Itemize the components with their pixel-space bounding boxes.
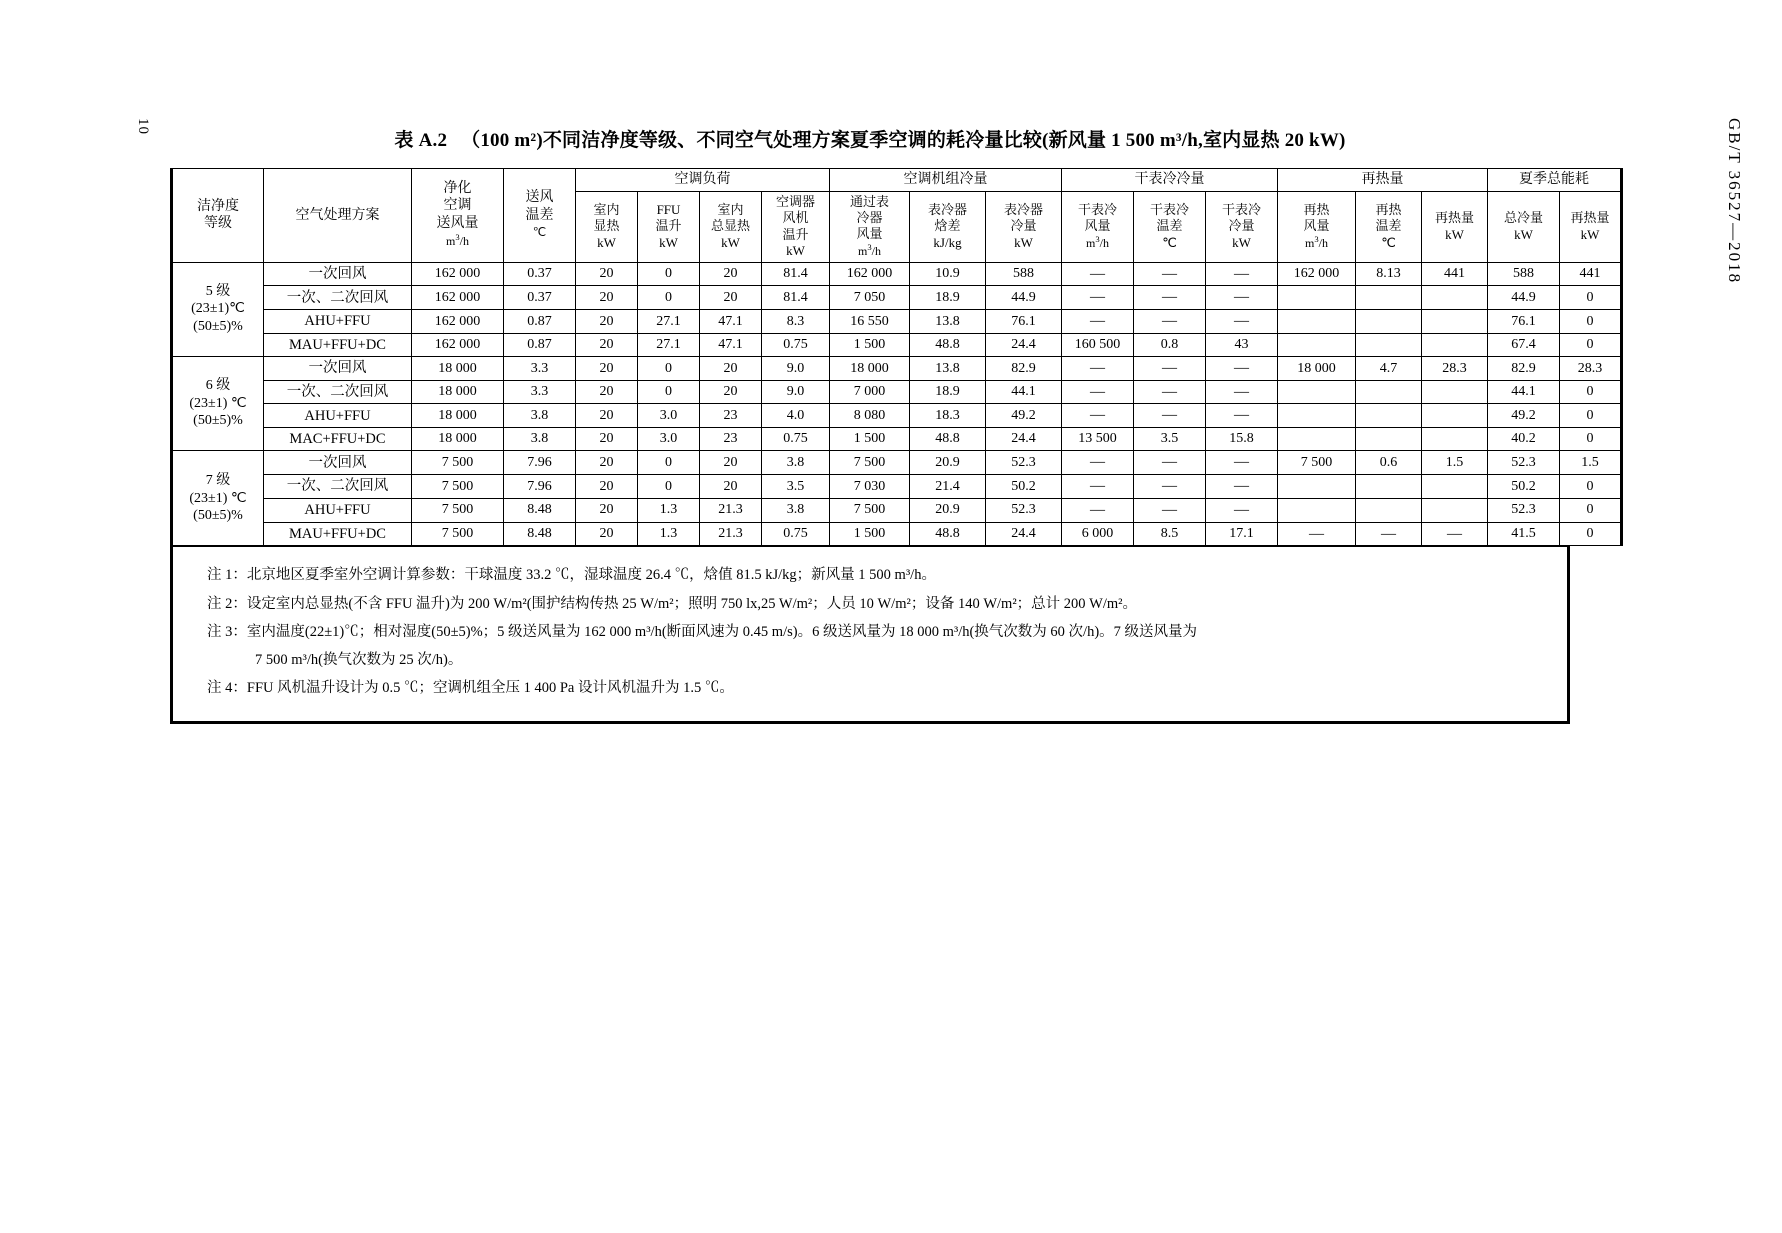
cell: 0 <box>638 451 700 475</box>
cell: 0 <box>1560 475 1622 499</box>
cell: 162 000 <box>412 333 504 356</box>
cell: — <box>1134 404 1206 428</box>
cell: 76.1 <box>986 310 1062 334</box>
table-row <box>172 310 1622 334</box>
cell: 0 <box>1560 428 1622 451</box>
cell: 3.0 <box>638 428 700 451</box>
cell: 441 <box>1422 262 1488 286</box>
table-row <box>172 498 1622 522</box>
cell: 24.4 <box>986 522 1062 546</box>
cell: 0 <box>1560 310 1622 334</box>
header-dry-cooling: 干表冷冷量 <box>1062 169 1278 192</box>
document-content <box>170 125 1610 724</box>
cell: 8.48 <box>504 498 576 522</box>
cell: — <box>1422 522 1488 546</box>
cell: 441 <box>1560 262 1622 286</box>
group-label-line: (50±5)% <box>193 318 243 334</box>
cell: 18 000 <box>830 356 910 380</box>
subheader-dry-coil-cooling: 干表冷 冷量 kW <box>1206 191 1278 262</box>
standard-code: GB/T 36527—2018 <box>1725 118 1744 285</box>
cell: 21.4 <box>910 475 986 499</box>
cell: 3.5 <box>762 475 830 499</box>
group-label-line: (50±5)% <box>193 508 243 523</box>
cell: 49.2 <box>986 404 1062 428</box>
cell: 8.48 <box>504 522 576 546</box>
cell: 18 000 <box>412 404 504 428</box>
table-row <box>172 262 1622 286</box>
cell: 1.3 <box>638 522 700 546</box>
row-group-label-7 <box>172 451 264 546</box>
scheme-cell: MAU+FFU+DC <box>264 522 412 546</box>
cell: 1 500 <box>830 333 910 356</box>
cell: — <box>1062 380 1134 404</box>
scheme-cell: AHU+FFU <box>264 498 412 522</box>
cell: 13.8 <box>910 356 986 380</box>
cell: 28.3 <box>1422 356 1488 380</box>
table-row <box>172 522 1622 546</box>
cell <box>1356 310 1422 334</box>
cell: 10.9 <box>910 262 986 286</box>
cell <box>1356 380 1422 404</box>
cell: 162 000 <box>412 310 504 334</box>
cell: — <box>1134 475 1206 499</box>
cell: 0 <box>638 286 700 310</box>
cell: 43 <box>1206 333 1278 356</box>
cell: 3.3 <box>504 356 576 380</box>
cell: 21.3 <box>700 498 762 522</box>
cell: 0.75 <box>762 522 830 546</box>
table-row <box>172 286 1622 310</box>
cell <box>1356 333 1422 356</box>
cell <box>1356 286 1422 310</box>
cell <box>1422 428 1488 451</box>
cell: 0 <box>1560 404 1622 428</box>
cell: 23 <box>700 404 762 428</box>
cell: 0 <box>1560 286 1622 310</box>
subheader-coil-enthalpy-diff: 表冷器 焓差 kJ/kg <box>910 191 986 262</box>
cell: 20 <box>576 286 638 310</box>
note-3-continued: 7 500 m³/h(换气次数为 25 次/h)。 <box>255 652 463 669</box>
cell: 18 000 <box>412 380 504 404</box>
cell: 3.8 <box>762 451 830 475</box>
cell: 7 500 <box>412 475 504 499</box>
cell <box>1356 428 1422 451</box>
cell: 162 000 <box>1278 262 1356 286</box>
scheme-cell: AHU+FFU <box>264 310 412 334</box>
cell: 0.75 <box>762 428 830 451</box>
cell: 9.0 <box>762 356 830 380</box>
scheme-cell: 一次回风 <box>264 262 412 286</box>
table-row <box>172 475 1622 499</box>
cell: 0 <box>638 475 700 499</box>
cell: 588 <box>986 262 1062 286</box>
cell: 44.9 <box>1488 286 1560 310</box>
cell: 0.37 <box>504 286 576 310</box>
cell: — <box>1134 498 1206 522</box>
group-label-line: 6 级 <box>205 378 231 394</box>
cell: 81.4 <box>762 262 830 286</box>
subheader-reheat-amount: 再热量 kW <box>1422 191 1488 262</box>
cell: 48.8 <box>910 333 986 356</box>
cell <box>1278 286 1356 310</box>
header-clean-class: 洁净度 等级 <box>172 169 264 263</box>
cell <box>1422 475 1488 499</box>
group-label-line: (23±1) ℃ <box>189 395 247 411</box>
cell: 8.3 <box>762 310 830 334</box>
table-body <box>172 262 1622 546</box>
cell: 0 <box>1560 333 1622 356</box>
cell: 18 000 <box>412 356 504 380</box>
cell: 7 500 <box>1278 451 1356 475</box>
note-3: 注 3：室内温度(22±1)℃；相对湿度(50±5)%；5 级送风量为 162 000 m³/h(断面风速为 0.45 m/s)。6 级送风量为 18 000 m³/h(换气次数为 60 次/h)。7 级送风量为 <box>207 623 1198 640</box>
cell: 18.9 <box>910 380 986 404</box>
subheader-coil-airflow: 通过表 冷器 风量 $m^3/h$ <box>830 191 910 262</box>
cell: 0 <box>1560 380 1622 404</box>
cell: — <box>1206 451 1278 475</box>
cell: 27.1 <box>638 310 700 334</box>
group-label-line: 7 级 <box>205 473 231 488</box>
header-ac-load: 空调负荷 <box>576 169 830 192</box>
cell: — <box>1062 286 1134 310</box>
table-row <box>172 380 1622 404</box>
cell: — <box>1206 310 1278 334</box>
subheader-coil-cooling: 表冷器 冷量 kW <box>986 191 1062 262</box>
cell: — <box>1062 498 1134 522</box>
cell: 0.6 <box>1356 451 1422 475</box>
scheme-cell: 一次、二次回风 <box>264 475 412 499</box>
header-purified-airflow: 净化 空调 送风量 $m^3/h$ <box>412 169 504 263</box>
cell: 588 <box>1488 262 1560 286</box>
cell: 162 000 <box>412 286 504 310</box>
cell: 40.2 <box>1488 428 1560 451</box>
cell <box>1278 475 1356 499</box>
cell: 0 <box>638 380 700 404</box>
cell: 20 <box>576 522 638 546</box>
cell: 16 550 <box>830 310 910 334</box>
cell: 1.5 <box>1422 451 1488 475</box>
cell: 17.1 <box>1206 522 1278 546</box>
cell: — <box>1206 356 1278 380</box>
cell: 20 <box>700 262 762 286</box>
cell: 24.4 <box>986 428 1062 451</box>
cell: 20 <box>700 380 762 404</box>
cell: 3.0 <box>638 404 700 428</box>
cell: 7 500 <box>412 451 504 475</box>
cell: — <box>1134 286 1206 310</box>
cell: 15.8 <box>1206 428 1278 451</box>
cell: 7 500 <box>830 498 910 522</box>
cell: 20 <box>576 380 638 404</box>
cell <box>1356 498 1422 522</box>
cell: — <box>1206 404 1278 428</box>
cell: 1.3 <box>638 498 700 522</box>
cell: — <box>1206 475 1278 499</box>
group-label-line: (50±5)% <box>193 413 243 429</box>
cell: 20.9 <box>910 498 986 522</box>
scheme-cell: 一次、二次回风 <box>264 286 412 310</box>
cell: 24.4 <box>986 333 1062 356</box>
subheader-total-cooling: 总冷量 kW <box>1488 191 1560 262</box>
cell: — <box>1062 404 1134 428</box>
note-2: 注 2：设定室内总显热(不含 FFU 温升)为 200 W/m²(围护结构传热 25 W/m²；照明 750 lx,25 W/m²；人员 10 W/m²；设备 140 W/m²；总计 200 W/m²。 <box>207 595 1138 612</box>
cell: 20 <box>576 451 638 475</box>
cell: 81.4 <box>762 286 830 310</box>
table-row <box>172 356 1622 380</box>
subheader-reheat-temp-diff: 再热 温差 ℃ <box>1356 191 1422 262</box>
cell <box>1422 286 1488 310</box>
cell <box>1422 404 1488 428</box>
cell <box>1422 380 1488 404</box>
cell: 20 <box>576 428 638 451</box>
cell: 20 <box>700 356 762 380</box>
cell: 52.3 <box>986 498 1062 522</box>
cell: 7 030 <box>830 475 910 499</box>
cell: 20 <box>576 310 638 334</box>
cell: 82.9 <box>986 356 1062 380</box>
cell: 0 <box>638 262 700 286</box>
cell: 8.5 <box>1134 522 1206 546</box>
cell <box>1278 498 1356 522</box>
cell: 3.8 <box>504 404 576 428</box>
cell: 20 <box>700 286 762 310</box>
cell: 7 050 <box>830 286 910 310</box>
cell: 21.3 <box>700 522 762 546</box>
cell <box>1278 428 1356 451</box>
cell: — <box>1278 522 1356 546</box>
subheader-ac-fan-temp-rise: 空调器 风机 温升 kW <box>762 191 830 262</box>
note-4: 注 4：FFU 风机温升设计为 0.5 ℃；空调机组全压 1 400 Pa 设计风机温升为 1.5 ℃。 <box>207 680 734 697</box>
cell: — <box>1206 262 1278 286</box>
scheme-cell: 一次回风 <box>264 356 412 380</box>
cell: 0.75 <box>762 333 830 356</box>
cell <box>1278 333 1356 356</box>
cell: 7.96 <box>504 451 576 475</box>
cell: 13.8 <box>910 310 986 334</box>
cell <box>1278 380 1356 404</box>
cell: 4.7 <box>1356 356 1422 380</box>
subheader-indoor-sensible: 室内 显热 kW <box>576 191 638 262</box>
cell: 0.87 <box>504 310 576 334</box>
cell: 52.3 <box>1488 451 1560 475</box>
cell: 7 000 <box>830 380 910 404</box>
cell: 7 500 <box>830 451 910 475</box>
cell: — <box>1062 310 1134 334</box>
cell: — <box>1062 475 1134 499</box>
page-number: 10 <box>135 118 151 135</box>
cell: 162 000 <box>412 262 504 286</box>
cell: 50.2 <box>986 475 1062 499</box>
header-summer-total: 夏季总能耗 <box>1488 169 1622 192</box>
cell: 1 500 <box>830 428 910 451</box>
cell: 0 <box>638 356 700 380</box>
cell: 1 500 <box>830 522 910 546</box>
scheme-cell: MAC+FFU+DC <box>264 428 412 451</box>
cell: — <box>1134 356 1206 380</box>
cell: 20 <box>576 475 638 499</box>
cell <box>1422 333 1488 356</box>
scheme-cell: AHU+FFU <box>264 404 412 428</box>
cell: 20 <box>700 451 762 475</box>
cell <box>1278 310 1356 334</box>
table-caption-text: （100 m²)不同洁净度等级、不同空气处理方案夏季空调的耗冷量比较(新风量 1 500 m³/h,室内显热 20 kW) <box>461 130 1346 151</box>
cell: 7 500 <box>412 498 504 522</box>
cell: 52.3 <box>1488 498 1560 522</box>
subheader-reheat-airflow: 再热 风量 $m^3/h$ <box>1278 191 1356 262</box>
table-row <box>172 333 1622 356</box>
cell: 160 500 <box>1062 333 1134 356</box>
cell: 18 000 <box>412 428 504 451</box>
row-group-label-6 <box>172 356 264 450</box>
cell: 8.13 <box>1356 262 1422 286</box>
cell: 20 <box>576 262 638 286</box>
subheader-indoor-total-sensible: 室内 总显热 kW <box>700 191 762 262</box>
row-group-label-5 <box>172 262 264 356</box>
table-row <box>172 428 1622 451</box>
cell <box>1278 404 1356 428</box>
cell: 82.9 <box>1488 356 1560 380</box>
cell: — <box>1206 380 1278 404</box>
cell <box>1356 404 1422 428</box>
cell: — <box>1062 356 1134 380</box>
cell: 48.8 <box>910 428 986 451</box>
cell: 44.1 <box>986 380 1062 404</box>
cell: 162 000 <box>830 262 910 286</box>
cell: 18.3 <box>910 404 986 428</box>
cell: — <box>1356 522 1422 546</box>
header-reheat: 再热量 <box>1278 169 1488 192</box>
cell: 20.9 <box>910 451 986 475</box>
table-row <box>172 404 1622 428</box>
cell: — <box>1134 310 1206 334</box>
header-ahu-cooling: 空调机组冷量 <box>830 169 1062 192</box>
cell: 3.3 <box>504 380 576 404</box>
cell: 3.5 <box>1134 428 1206 451</box>
cell <box>1422 498 1488 522</box>
cell: 47.1 <box>700 310 762 334</box>
cell: 49.2 <box>1488 404 1560 428</box>
group-label-line: (23±1)℃ <box>191 301 245 317</box>
scheme-cell: MAU+FFU+DC <box>264 333 412 356</box>
comparison-table <box>170 168 1623 546</box>
cell: 8 080 <box>830 404 910 428</box>
cell: 41.5 <box>1488 522 1560 546</box>
cell: 7 500 <box>412 522 504 546</box>
cell: 6 000 <box>1062 522 1134 546</box>
cell: 23 <box>700 428 762 451</box>
subheader-dry-coil-temp-diff: 干表冷 温差 ℃ <box>1134 191 1206 262</box>
cell: 1.5 <box>1560 451 1622 475</box>
header-supply-temp-diff: 送风 温差 ℃ <box>504 169 576 263</box>
group-label-line: 5 级 <box>205 283 231 299</box>
cell: 4.0 <box>762 404 830 428</box>
subheader-ffu-temp-rise: FFU 温升 kW <box>638 191 700 262</box>
cell: 52.3 <box>986 451 1062 475</box>
table-notes <box>170 546 1570 723</box>
cell: 0.37 <box>504 262 576 286</box>
cell: — <box>1134 451 1206 475</box>
cell: 13 500 <box>1062 428 1134 451</box>
cell: 3.8 <box>762 498 830 522</box>
cell: 76.1 <box>1488 310 1560 334</box>
cell: 67.4 <box>1488 333 1560 356</box>
note-1: 注 1：北京地区夏季室外空调计算参数：干球温度 33.2 ℃，湿球温度 26.4 ℃，焓值 81.5 kJ/kg；新风量 1 500 m³/h。 <box>207 567 936 584</box>
cell: 28.3 <box>1560 356 1622 380</box>
table-caption-label: 表 A.2 <box>394 130 448 151</box>
cell: 0 <box>1560 522 1622 546</box>
cell: 20 <box>700 475 762 499</box>
cell: 7.96 <box>504 475 576 499</box>
cell: 20 <box>576 498 638 522</box>
cell: 44.9 <box>986 286 1062 310</box>
cell: 44.1 <box>1488 380 1560 404</box>
cell: — <box>1134 262 1206 286</box>
cell: 47.1 <box>700 333 762 356</box>
cell: — <box>1206 286 1278 310</box>
cell: — <box>1062 451 1134 475</box>
subheader-dry-coil-airflow: 干表冷 风量 $m^3/h$ <box>1062 191 1134 262</box>
cell <box>1422 310 1488 334</box>
cell: — <box>1206 498 1278 522</box>
cell: 27.1 <box>638 333 700 356</box>
cell: 20 <box>576 404 638 428</box>
group-label-line: (23±1) ℃ <box>189 490 247 506</box>
cell: 20 <box>576 356 638 380</box>
cell <box>1356 475 1422 499</box>
cell: — <box>1134 380 1206 404</box>
cell: 50.2 <box>1488 475 1560 499</box>
table-row <box>172 451 1622 475</box>
scheme-cell: 一次、二次回风 <box>264 380 412 404</box>
cell: 48.8 <box>910 522 986 546</box>
cell: 0.8 <box>1134 333 1206 356</box>
header-scheme: 空气处理方案 <box>264 169 412 263</box>
cell: 9.0 <box>762 380 830 404</box>
cell: 20 <box>576 333 638 356</box>
cell: 0.87 <box>504 333 576 356</box>
subheader-total-reheat: 再热量 kW <box>1560 191 1622 262</box>
cell: — <box>1062 262 1134 286</box>
scheme-cell: 一次回风 <box>264 451 412 475</box>
cell: 0 <box>1560 498 1622 522</box>
cell: 18.9 <box>910 286 986 310</box>
cell: 18 000 <box>1278 356 1356 380</box>
table-header-group-row <box>172 169 1622 192</box>
cell: 3.8 <box>504 428 576 451</box>
table-caption <box>170 125 1570 152</box>
